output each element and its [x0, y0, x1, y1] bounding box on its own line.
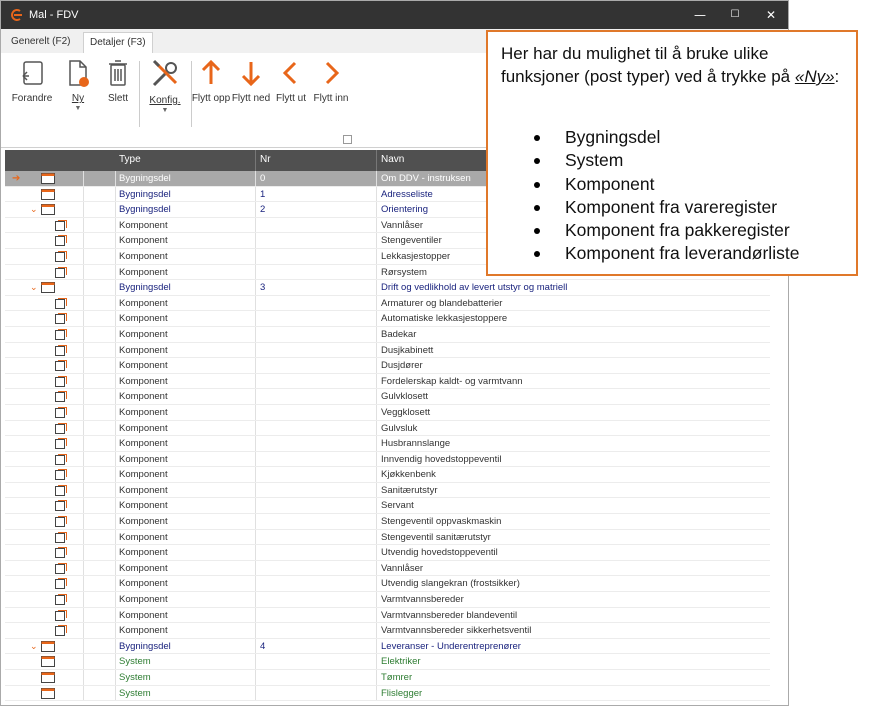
cell-type: Komponent	[119, 235, 168, 247]
component-icon	[55, 625, 67, 636]
slett-button[interactable]	[96, 59, 140, 105]
cell-type: Komponent	[119, 469, 168, 481]
new-document-icon	[64, 59, 92, 87]
component-icon	[55, 329, 67, 340]
cell-navn: Rørsystem	[381, 266, 427, 278]
callout-ny-emphasis: «Ny»	[794, 67, 835, 86]
forandre-button[interactable]	[10, 59, 54, 105]
cell-navn: Tømrer	[381, 672, 413, 683]
title-bar	[1, 1, 788, 29]
table-row[interactable]	[5, 608, 770, 624]
tools-icon	[150, 59, 180, 89]
cell-navn: Vannlåser	[381, 562, 424, 574]
component-icon	[55, 391, 67, 402]
column-header-type[interactable]: Type	[119, 154, 141, 165]
column-header-nr[interactable]: Nr	[260, 154, 271, 165]
table-row[interactable]	[5, 311, 770, 327]
component-icon	[55, 578, 67, 589]
cell-navn: Gulvsluk	[381, 422, 418, 434]
cell-type: Komponent	[119, 250, 168, 262]
cell-navn: Stengeventil sanitærutstyr	[381, 531, 491, 543]
tab-detaljer[interactable]: Detaljer (F3)	[83, 32, 153, 54]
cell-navn: Varmtvannsbereder sikkerhetsventil	[381, 625, 532, 637]
table-row[interactable]	[5, 561, 770, 577]
cell-navn: Badekar	[381, 328, 417, 340]
component-icon	[55, 563, 67, 574]
flytt-opp-label: Flytt opp	[191, 93, 231, 104]
cell-type: Komponent	[119, 219, 168, 231]
component-icon	[55, 407, 67, 418]
callout-text-after: :	[834, 67, 840, 86]
callout-list	[528, 126, 799, 266]
ribbon-launcher-icon[interactable]	[343, 135, 352, 144]
table-row[interactable]	[5, 421, 770, 437]
table-row[interactable]	[5, 686, 770, 702]
cell-navn: Adresseliste	[381, 188, 433, 200]
cell-type: Komponent	[119, 484, 168, 496]
cell-navn: Vannlåser	[381, 219, 424, 231]
cell-navn: Automatiske lekkasjestoppere	[381, 313, 508, 325]
cell-type: Komponent	[119, 578, 168, 590]
chevron-right-icon	[319, 59, 343, 87]
table-row[interactable]	[5, 452, 770, 468]
component-icon	[55, 532, 67, 543]
cell-type: Bygningsdel	[119, 173, 171, 184]
cell-navn: Fordelerskap kaldt- og varmtvann	[381, 375, 523, 387]
component-icon	[55, 423, 67, 434]
folder-icon	[41, 173, 55, 184]
arrow-down-icon	[239, 59, 263, 87]
component-icon	[55, 469, 67, 480]
info-callout	[486, 30, 858, 276]
component-icon	[55, 500, 67, 511]
expand-chevron-icon[interactable]: ⌄	[30, 640, 38, 651]
table-row[interactable]	[5, 327, 770, 343]
cell-type: Komponent	[119, 625, 168, 637]
folder-icon	[41, 672, 55, 683]
flytt-ut-label: Flytt ut	[275, 93, 306, 104]
cell-navn: Stengeventil oppvaskmaskin	[381, 516, 502, 528]
component-icon	[55, 267, 67, 278]
callout-list-item: Komponent fra vareregister	[528, 196, 799, 219]
minimize-button[interactable]: —	[694, 8, 706, 22]
column-divider[interactable]	[255, 150, 256, 171]
table-row[interactable]	[5, 530, 770, 546]
callout-text-before: Her har du mulighet til å bruke ulike funksjoner (post typer) ved å trykke på	[501, 44, 795, 86]
component-icon	[55, 485, 67, 496]
table-row[interactable]	[5, 654, 770, 670]
callout-list-item: System	[528, 149, 799, 172]
folder-icon	[41, 189, 55, 200]
table-row[interactable]	[5, 670, 770, 686]
table-row[interactable]	[5, 343, 770, 359]
cell-navn: Husbrannslange	[381, 438, 451, 450]
column-divider[interactable]	[376, 150, 377, 171]
callout-list-item: Bygningsdel	[528, 126, 799, 149]
ny-button[interactable]	[56, 59, 100, 113]
component-icon	[55, 547, 67, 558]
cell-navn: Dusjkabinett	[381, 344, 434, 356]
table-row[interactable]	[5, 436, 770, 452]
flytt-inn-button[interactable]	[309, 59, 353, 105]
cell-type: Komponent	[119, 500, 168, 512]
table-row[interactable]	[5, 389, 770, 405]
cell-type: Komponent	[119, 328, 168, 340]
cell-nr: 3	[260, 282, 266, 294]
table-row[interactable]	[5, 545, 770, 561]
cell-type: Komponent	[119, 375, 168, 387]
callout-list-item: Komponent	[528, 173, 799, 196]
cell-type: Komponent	[119, 391, 168, 403]
component-icon	[55, 610, 67, 621]
flytt-ut-button[interactable]	[269, 59, 313, 105]
chevron-down-icon: ▼	[74, 105, 82, 112]
chevron-left-icon	[279, 59, 303, 87]
table-row[interactable]	[5, 405, 770, 421]
cell-type: Bygningsdel	[119, 204, 171, 216]
table-row[interactable]	[5, 576, 770, 592]
cell-type: Bygningsdel	[119, 282, 171, 294]
cell-navn: Kjøkkenbenk	[381, 469, 436, 481]
component-icon	[55, 516, 67, 527]
ribbon-divider	[139, 61, 140, 127]
cell-navn: Veggklosett	[381, 406, 431, 418]
cell-type: System	[119, 672, 151, 683]
cell-type: Komponent	[119, 406, 168, 418]
component-icon	[55, 251, 67, 262]
cell-navn: Stengeventiler	[381, 235, 442, 247]
cell-nr: 4	[260, 640, 266, 652]
current-row-arrow-icon: ➔	[12, 173, 21, 184]
cell-navn: Sanitærutstyr	[381, 484, 438, 496]
folder-icon	[41, 656, 55, 667]
cell-type: Komponent	[119, 562, 168, 574]
component-icon	[55, 594, 67, 605]
arrow-up-icon	[199, 59, 223, 87]
table-row[interactable]	[5, 467, 770, 483]
cell-type: Komponent	[119, 609, 168, 621]
cell-type: Komponent	[119, 516, 168, 528]
table-row[interactable]	[5, 623, 770, 639]
cell-nr: 2	[260, 204, 266, 216]
forandre-label: Forandre	[11, 93, 53, 104]
table-row[interactable]	[5, 358, 770, 374]
folder-icon	[41, 641, 55, 652]
app-logo-icon	[9, 8, 23, 22]
cell-type: Komponent	[119, 344, 168, 356]
cell-type: Komponent	[119, 266, 168, 278]
cell-type: Komponent	[119, 438, 168, 450]
cell-type: Komponent	[119, 360, 168, 372]
flytt-inn-label: Flytt inn	[313, 93, 349, 104]
table-row[interactable]	[5, 498, 770, 514]
cell-navn: Dusjdører	[381, 360, 423, 372]
expand-chevron-icon[interactable]: ⌄	[30, 282, 38, 293]
component-icon	[55, 360, 67, 371]
table-row[interactable]	[5, 639, 770, 655]
component-icon	[55, 438, 67, 449]
cell-nr: 0	[260, 173, 266, 184]
cell-type: System	[119, 687, 151, 699]
cell-navn: Innvendig hovedstoppeventil	[381, 453, 502, 465]
component-icon	[55, 235, 67, 246]
component-icon	[55, 220, 67, 231]
cell-navn: Om DDV - instruksen	[381, 173, 471, 184]
component-icon	[55, 376, 67, 387]
maximize-button[interactable]: ☐	[730, 9, 740, 20]
ny-label: Ny	[71, 93, 85, 104]
cell-navn: Gulvklosett	[381, 391, 428, 403]
cell-type: Komponent	[119, 547, 168, 559]
cell-navn: Elektriker	[381, 656, 421, 668]
edit-icon	[18, 59, 46, 87]
table-row[interactable]	[5, 483, 770, 499]
cell-navn: Leveranser - Underentreprenører	[381, 640, 521, 652]
cell-navn: Lekkasjestopper	[381, 250, 451, 262]
cell-navn: Utvendig slangekran (frostsikker)	[381, 578, 520, 590]
column-header-navn[interactable]: Navn	[381, 154, 405, 165]
flytt-opp-button[interactable]	[189, 59, 233, 105]
close-button[interactable]: ✕	[765, 8, 777, 22]
cell-type: Komponent	[119, 297, 168, 309]
flytt-ned-label: Flytt ned	[231, 93, 271, 104]
tab-generelt[interactable]: Generelt (F2)	[11, 36, 71, 47]
cell-type: Komponent	[119, 453, 168, 465]
folder-icon	[41, 282, 55, 293]
window-title: Mal - FDV	[29, 9, 79, 21]
cell-type: System	[119, 656, 151, 668]
component-icon	[55, 313, 67, 324]
callout-text	[501, 42, 846, 88]
cell-navn: Armaturer og blandebatterier	[381, 297, 503, 309]
flytt-ned-button[interactable]	[229, 59, 273, 105]
cell-navn: Flislegger	[381, 687, 423, 699]
expand-chevron-icon[interactable]: ⌄	[30, 204, 38, 215]
folder-icon	[41, 204, 55, 215]
table-row[interactable]	[5, 280, 770, 296]
table-row[interactable]	[5, 514, 770, 530]
table-row[interactable]	[5, 296, 770, 312]
component-icon	[55, 345, 67, 356]
cell-navn: Varmtvannsbereder	[381, 594, 464, 606]
konfig-button[interactable]	[143, 59, 187, 115]
callout-list-item: Komponent fra pakkeregister	[528, 219, 799, 242]
cell-navn: Drift og vedlikhold av levert utstyr og matriell	[381, 282, 568, 294]
cell-nr: 1	[260, 188, 266, 200]
cell-navn: Utvendig hovedstoppeventil	[381, 547, 498, 559]
component-icon	[55, 454, 67, 465]
table-row[interactable]	[5, 374, 770, 390]
slett-label: Slett	[107, 93, 128, 104]
trash-icon	[104, 59, 132, 87]
folder-icon	[41, 688, 55, 699]
chevron-down-icon: ▼	[161, 107, 169, 114]
cell-navn: Servant	[381, 500, 414, 512]
cell-type: Bygningsdel	[119, 188, 171, 200]
konfig-label: Konfig.	[149, 95, 181, 106]
cell-type: Komponent	[119, 313, 168, 325]
cell-type: Komponent	[119, 422, 168, 434]
cell-type: Bygningsdel	[119, 640, 171, 652]
table-row[interactable]	[5, 592, 770, 608]
cell-navn: Orientering	[381, 204, 428, 216]
component-icon	[55, 298, 67, 309]
callout-list-item: Komponent fra leverandørliste	[528, 242, 799, 265]
cell-type: Komponent	[119, 531, 168, 543]
cell-navn: Varmtvannsbereder blandeventil	[381, 609, 518, 621]
cell-type: Komponent	[119, 594, 168, 606]
